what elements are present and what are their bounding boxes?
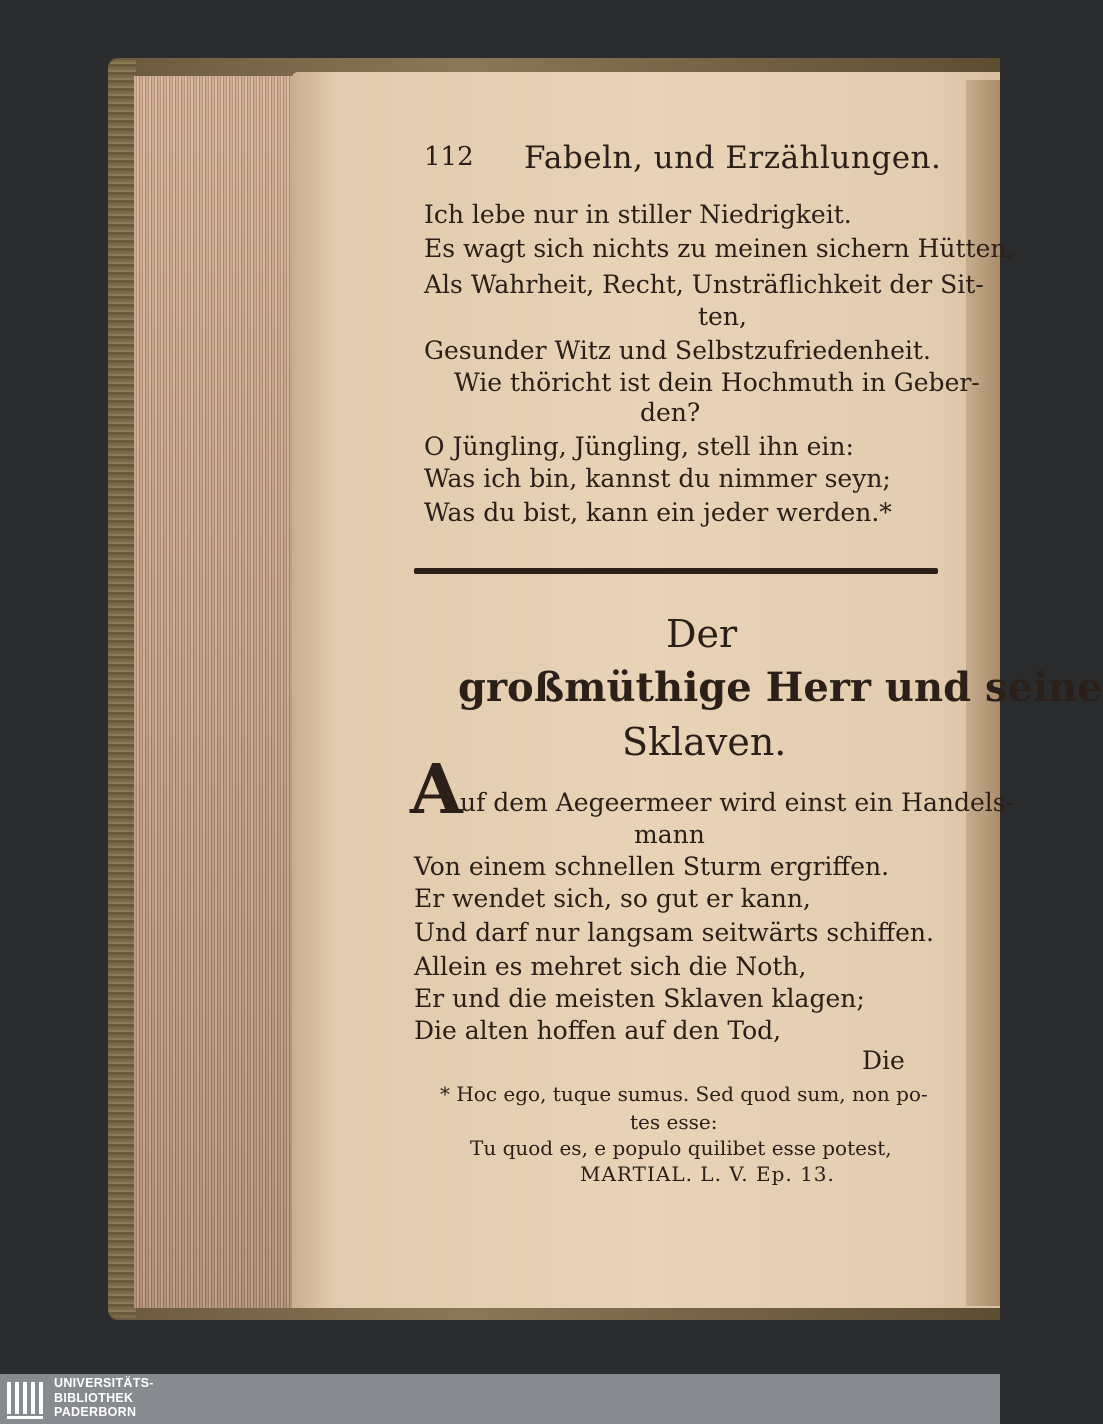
section-title-line2: großmüthige Herr und seine: [458, 664, 1103, 711]
poem-line: Als Wahrheit, Recht, Unsträflichkeit der Sit-: [424, 270, 984, 299]
poem-line: Was ich bin, kannst du nimmer seyn;: [424, 464, 891, 493]
poem-line: Wie thöricht ist dein Hochmuth in Geber-: [454, 368, 980, 397]
footnote-line: Tu quod es, e populo quilibet esse potest,: [470, 1136, 892, 1160]
poem-line: Allein es mehret sich die Noth,: [414, 952, 807, 981]
page-stack: [134, 76, 294, 1308]
footnote-citation: MARTIAL. L. V. Ep. 13.: [580, 1162, 835, 1186]
section-title-line3: Sklaven.: [622, 720, 787, 764]
footnote-line: * Hoc ego, tuque sumus. Sed quod sum, non po-: [440, 1082, 928, 1106]
poem-line: Ich lebe nur in stiller Niedrigkeit.: [424, 200, 852, 229]
library-name-line2: BIBLIOTHEK: [54, 1390, 134, 1405]
library-name: [54, 1376, 154, 1420]
poem-line: Und darf nur langsam seitwärts schiffen.: [414, 918, 934, 947]
poem-line: Er wendet sich, so gut er kann,: [414, 884, 811, 913]
section-title-line1: Der: [666, 612, 738, 656]
poem-line-continuation: den?: [640, 398, 701, 427]
footnote-line: tes esse:: [630, 1110, 718, 1134]
initial-letter: A: [410, 750, 463, 830]
running-title: Fabeln, und Erzählungen.: [524, 140, 942, 176]
poem-line: Es wagt sich nichts zu meinen sichern Hütten,: [424, 234, 1015, 263]
poem-line: Von einem schnellen Sturm ergriffen.: [414, 852, 890, 881]
library-name-line1: UNIVERSITÄTS-: [54, 1376, 154, 1390]
section-divider: [414, 568, 938, 574]
poem-line: O Jüngling, Jüngling, stell ihn ein:: [424, 432, 854, 461]
poem-line: Gesunder Witz und Selbstzufriedenheit.: [424, 336, 931, 365]
catchword: Die: [862, 1046, 905, 1075]
library-name-line3: PADERBORN: [54, 1405, 137, 1419]
cover-edge: [108, 60, 136, 1318]
poem-line-continuation: ten,: [698, 302, 747, 331]
poem-line: Die alten hoffen auf den Tod,: [414, 1016, 782, 1045]
poem-line: Er und die meisten Sklaven klagen;: [414, 984, 865, 1013]
poem-line-continuation: mann: [634, 820, 705, 849]
library-logo-icon: [4, 1378, 46, 1420]
poem-line: Was du bist, kann ein jeder werden.*: [424, 498, 892, 527]
page-number: 112: [424, 142, 474, 172]
poem-line: uf dem Aegeermeer wird einst ein Handels-: [460, 788, 1015, 817]
